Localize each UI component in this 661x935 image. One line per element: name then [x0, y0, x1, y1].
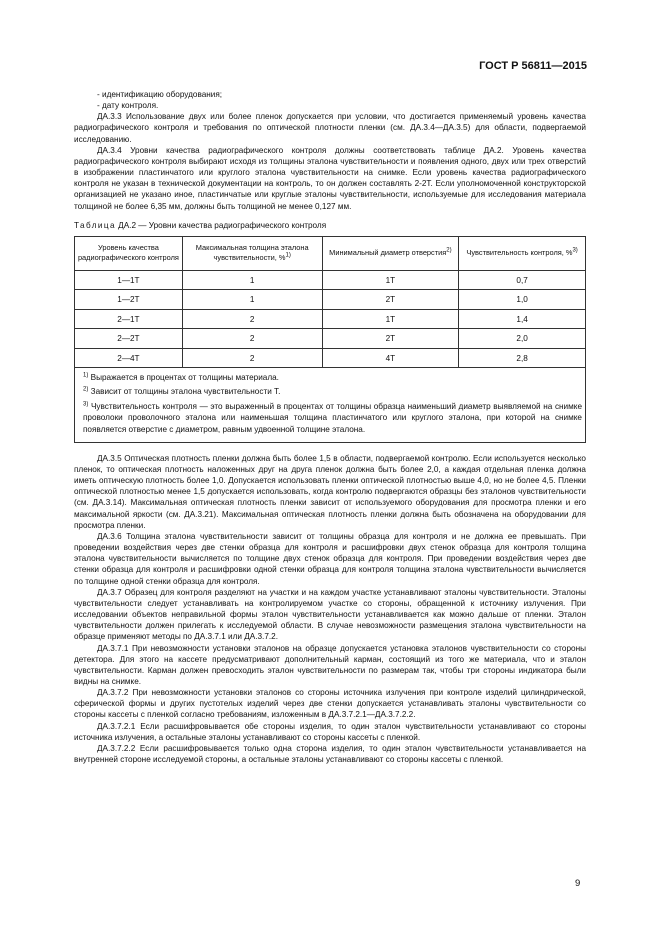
table-cell: 1 [182, 290, 322, 310]
table-cell: 2Т [322, 290, 459, 310]
table-notes [75, 368, 586, 442]
paragraph-da-3-7-1: ДА.3.7.1 При невозможности установки эталонов на образце допускается установка эталонов чувствительности со стороны детектора. Для этого на кассете предусматривают дополнительный карман, состоящий из того же материала, что и эталон чувствительности. Карман должен превосходить эталон чувствительности по размерам так, чтобы три стороны индикатора были видны на снимке. [74, 643, 586, 686]
paragraph-da-3-6: ДА.3.6 Толщина эталона чувствительности зависит от толщины образца для контроля и не должна ее превышать. При проведении воздействия через две стенки образца для контроля и расшифровки двух стенок образца для контроля толщина эталона чувствительности вычисляется по толщине двух стенок образца для контроля. При проведении воздействия через две стенки образца для контроля и расшифровки одной стенки образца для контроля толщина эталона чувствительности вычисляется по толщине одной стенки образца для контроля. [74, 531, 586, 586]
table-cell: 2 [182, 348, 322, 368]
table-cell: 2,0 [459, 329, 586, 349]
document-header-id: ГОСТ Р 56811—2015 [479, 60, 587, 72]
table-cell: 2—1Т [75, 309, 183, 329]
table-cell: 2,8 [459, 348, 586, 368]
table-row [75, 270, 586, 290]
table-header-cell: Минимальный диаметр отверстия$^{2)}$ [322, 236, 459, 270]
document-body [74, 89, 586, 765]
table-cell: 2 [182, 309, 322, 329]
table-cell: 1,0 [459, 290, 586, 310]
table-cell: 2—4Т [75, 348, 183, 368]
paragraph-da-3-7-2-2: ДА.3.7.2.2 Если расшифровывается только одна сторона изделия, то один эталон чувствительности устанавливается на внутренней стороне исследуемой стороны, а остальные эталоны устанавливают со стороны кассеты с пленкой. [74, 743, 586, 765]
table-header-row [75, 236, 586, 270]
paragraph-da-3-7: ДА.3.7 Образец для контроля разделяют на участки и на каждом участке устанавливают эталоны чувствительности. Эталоны чувствительности следует устанавливать на контролируемом участке со стороны, обращенной к источнику излучения. При исследовании объектов неправильной формы эталон чувствительности устанавливается как можно дальше от пленки. Эталон чувствительности должен прилегать к исследуемой области. В случае невозможности размещения эталона чувствительности на образце применяют методы по ДА.3.7.1 или ДА.3.7.2. [74, 587, 586, 642]
paragraph-da-3-5: ДА.3.5 Оптическая плотность пленки должна быть более 1,5 в области, подвергаемой контролю. Если используется несколько пленок, то оптическая плотность наложенных друг на друга пленок должна быть более 2,0, а каждая отдельная пленка должна иметь оптическую плотность более 1,0. Допускается использовать пленки оптической плотностью выше 4,0, но не более 4,5. Пленки оптической плотностью менее 1,5 допускается использовать, когда контролю подвергаются образцы без эталонов чувствительности (см. ДА.3.14). Максимальная оптическая плотность пленки зависит от используемого оборудования для просмотра пленки и его максимальной яркости (см. ДА.3.21). Максимальная оптическая плотность пленки должна быть обозначена на оборудовании для просмотра пленки. [74, 453, 586, 530]
table-cell: 2 [182, 329, 322, 349]
table-row [75, 348, 586, 368]
table-cell: 2—2Т [75, 329, 183, 349]
table-caption-text: ДА.2 — Уровни качества радиографического контроля [115, 220, 327, 230]
table-row [75, 329, 586, 349]
table-cell: 1 [182, 270, 322, 290]
table-header-cell: Чувствительность контроля, %$^{3)}$ [459, 236, 586, 270]
intro-line: - дату контроля. [97, 101, 159, 111]
table-cell: 1—2Т [75, 290, 183, 310]
table-notes-row [75, 368, 586, 442]
table-cell: 1Т [322, 309, 459, 329]
table-note: $^{3)}$ Чувствительность контроля — это выраженный в процентах от толщины образца наименьший диаметр выявляемой на снимке проволоки проволочного эталона или наименьшая толщина пластинчатого или круглого эталона, при которой на снимке появляется отверстие с диаметром, равным удвоенной толщине эталона. [83, 400, 582, 434]
quality-levels-table [74, 236, 586, 443]
table-row [75, 309, 586, 329]
page-number: 9 [575, 878, 581, 889]
table-cell: 1—1Т [75, 270, 183, 290]
table-cell: 1,4 [459, 309, 586, 329]
table-note: $^{2)}$ Зависит от толщины эталона чувствительности Т. [83, 386, 281, 397]
table-header-cell: Максимальная толщина эталона чувствительности, %$^{1)}$ [182, 236, 322, 270]
table-cell: 1Т [322, 270, 459, 290]
table-header-cell: Уровень качества радиографического контроля [75, 236, 183, 270]
intro-line: - идентификацию оборудования; [97, 90, 223, 99]
table-cell: 0,7 [459, 270, 586, 290]
paragraph-da-3-7-2-1: ДА.3.7.2.1 Если расшифровывается обе стороны изделия, то один эталон чувствительности устанавливают со стороны источника излучения, а остальные эталоны устанавливают со стороны кассеты с пленкой. [74, 721, 586, 742]
table-caption [74, 220, 586, 231]
table-row [75, 290, 586, 310]
paragraph-da-3-7-2: ДА.3.7.2 При невозможности установки эталонов со стороны источника излучения при контроле изделий цилиндрической, сферической формы и других пустотелых изделий через две стенки допускается устанавливать эталоны чувствительности со стороны кассеты с пленкой согласно требованиям, изложенным в ДА.3.7.2.1—ДА.3.7.2.2. [74, 688, 586, 720]
paragraph-da-3-3: ДА.3.3 Использование двух или более пленок допускается при условии, что достигается применяемый уровень качества радиографического контроля и требования по оптической плотности пленки (см. ДА.3.4—ДА.3.5) для области, подвергаемой исследованию. [74, 112, 586, 144]
table-cell: 2Т [322, 329, 459, 349]
paragraph-da-3-4: ДА.3.4 Уровни качества радиографического контроля должны соответствовать таблице ДА.2. Уровень качества радиографического контроля выбирают исходя из толщины эталона чувствительности и появления одного, двух или трех отверстий в изображении пластинчатого или круглого эталона чувствительности на снимке. Если уровень качества радиографического контроля не указан в технической документации на контроль, то он должен составлять 2-2Т. Если уполномоченной конструкторской организацией не указано иное, пластинчатые или круглые эталоны чувствительности, используемые для исследования материала толщиной не более 6,35 мм, должны быть толщиной не менее 0,127 мм. [74, 145, 586, 211]
table-note: $^{1)}$ Выражается в процентах от толщины материала. [83, 372, 279, 383]
table-caption-word: Таблица [74, 220, 116, 230]
table-cell: 4Т [322, 348, 459, 368]
